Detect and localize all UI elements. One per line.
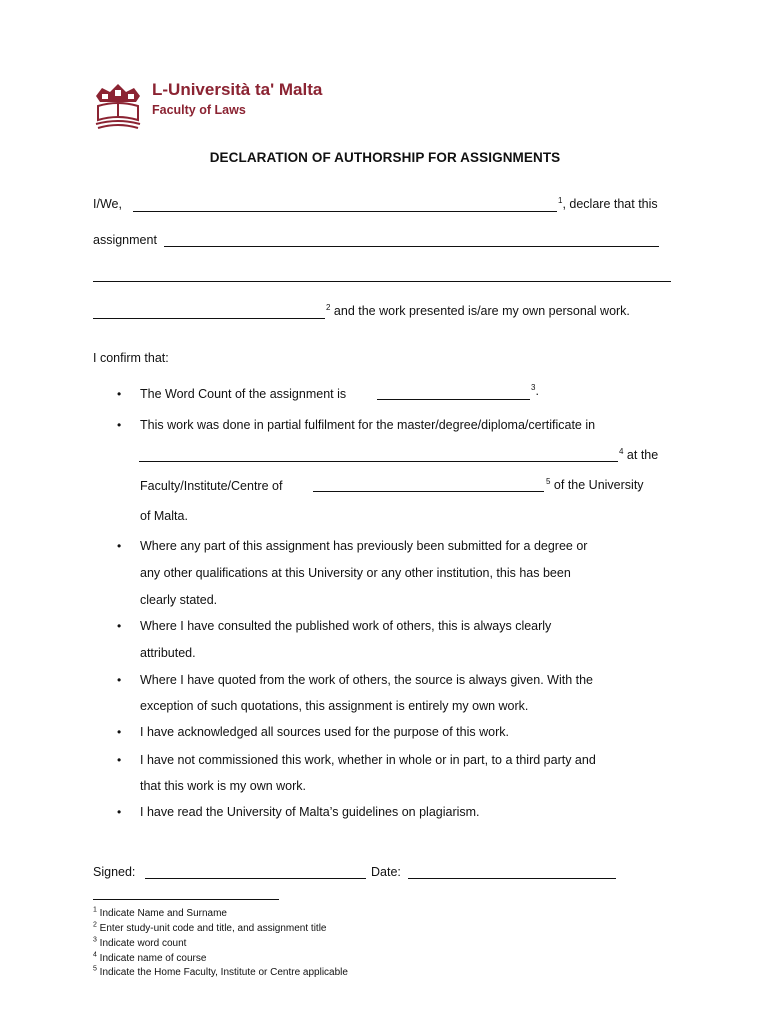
presented-text: and the work presented is/are my own personal work. xyxy=(330,304,630,318)
faculty-name: Faculty of Laws xyxy=(152,103,246,117)
confirm-label: I confirm that: xyxy=(93,351,169,365)
declare-text: , declare that this xyxy=(562,197,658,211)
bullet-icon: • xyxy=(117,673,122,687)
bullet-icon: • xyxy=(117,387,122,401)
footnote-ref-2: 2 xyxy=(326,302,331,312)
bullet-icon: • xyxy=(117,619,122,633)
footnote-ref-3: 3 xyxy=(531,382,536,392)
commissioned-line-1: I have not commissioned this work, whether in whole or in part, to a third party and xyxy=(140,753,596,767)
word-count-period: . xyxy=(535,384,539,398)
at-the-text: at the xyxy=(623,448,659,462)
assignment-field-line-3[interactable] xyxy=(93,318,325,319)
footnote-ref-1: 1 xyxy=(558,195,563,205)
bullet-icon: • xyxy=(117,418,122,432)
consulted-line-2: attributed. xyxy=(140,646,196,660)
fulfilment-text: This work was done in partial fulfilment for the master/degree/diploma/certificate in xyxy=(140,418,596,432)
signature-field-line[interactable] xyxy=(145,878,366,879)
footnote-5: $^5$ Indicate the Home Faculty, Institute or Centre applicable xyxy=(93,965,348,978)
date-label: Date: xyxy=(371,865,401,879)
university-name: L-Università ta' Malta xyxy=(152,80,323,99)
document-title: DECLARATION OF AUTHORSHIP FOR ASSIGNMENTS xyxy=(209,150,561,165)
name-field-line[interactable] xyxy=(133,211,557,212)
assignment-label: assignment xyxy=(93,233,157,247)
faculty-field-line[interactable] xyxy=(313,491,544,492)
footnote-3: $^3$ Indicate word count xyxy=(93,936,187,949)
course-field-line[interactable] xyxy=(139,461,618,462)
assignment-field-line-2[interactable] xyxy=(93,281,671,282)
university-logo xyxy=(92,80,352,132)
footnote-separator xyxy=(93,899,279,900)
iwe-label: I/We, xyxy=(93,197,122,211)
quoted-line-1: Where I have quoted from the work of others, the source is always given. With the xyxy=(140,673,593,687)
guidelines-text: I have read the University of Malta’s guidelines on plagiarism. xyxy=(140,805,480,819)
previous-submission-line-2: any other qualifications at this University or any other institution, this has been xyxy=(140,566,571,580)
word-count-field-line[interactable] xyxy=(377,399,530,400)
commissioned-line-2: that this work is my own work. xyxy=(140,779,307,793)
bullet-icon: • xyxy=(117,753,122,767)
word-count-text: The Word Count of the assignment is xyxy=(140,387,347,401)
footnote-1: $^1$ Indicate Name and Surname xyxy=(93,906,227,919)
assignment-field-line[interactable] xyxy=(164,246,659,247)
quoted-line-2: exception of such quotations, this assignment is entirely my own work. xyxy=(140,699,529,713)
footnote-ref-5: 5 xyxy=(546,476,551,486)
bullet-icon: • xyxy=(117,805,122,819)
crest-icon xyxy=(92,80,144,130)
date-field-line[interactable] xyxy=(408,878,616,879)
of-university-text: of the University xyxy=(550,478,644,492)
signed-label: Signed: xyxy=(93,865,136,879)
footnote-2: $^2$ Enter study-unit code and title, and assignment title xyxy=(93,921,327,934)
previous-submission-line-1: Where any part of this assignment has previously been submitted for a degree or xyxy=(140,539,588,553)
bullet-icon: • xyxy=(117,725,122,739)
footnote-ref-4: 4 xyxy=(619,446,624,456)
previous-submission-line-3: clearly stated. xyxy=(140,593,218,607)
of-malta-text: of Malta. xyxy=(140,509,188,523)
consulted-line-1: Where I have consulted the published work of others, this is always clearly xyxy=(140,619,552,633)
bullet-icon: • xyxy=(117,539,122,553)
faculty-of-text: Faculty/Institute/Centre of xyxy=(140,479,283,493)
acknowledged-text: I have acknowledged all sources used for the purpose of this work. xyxy=(140,725,509,739)
footnote-4: $^4$ Indicate name of course xyxy=(93,951,207,964)
